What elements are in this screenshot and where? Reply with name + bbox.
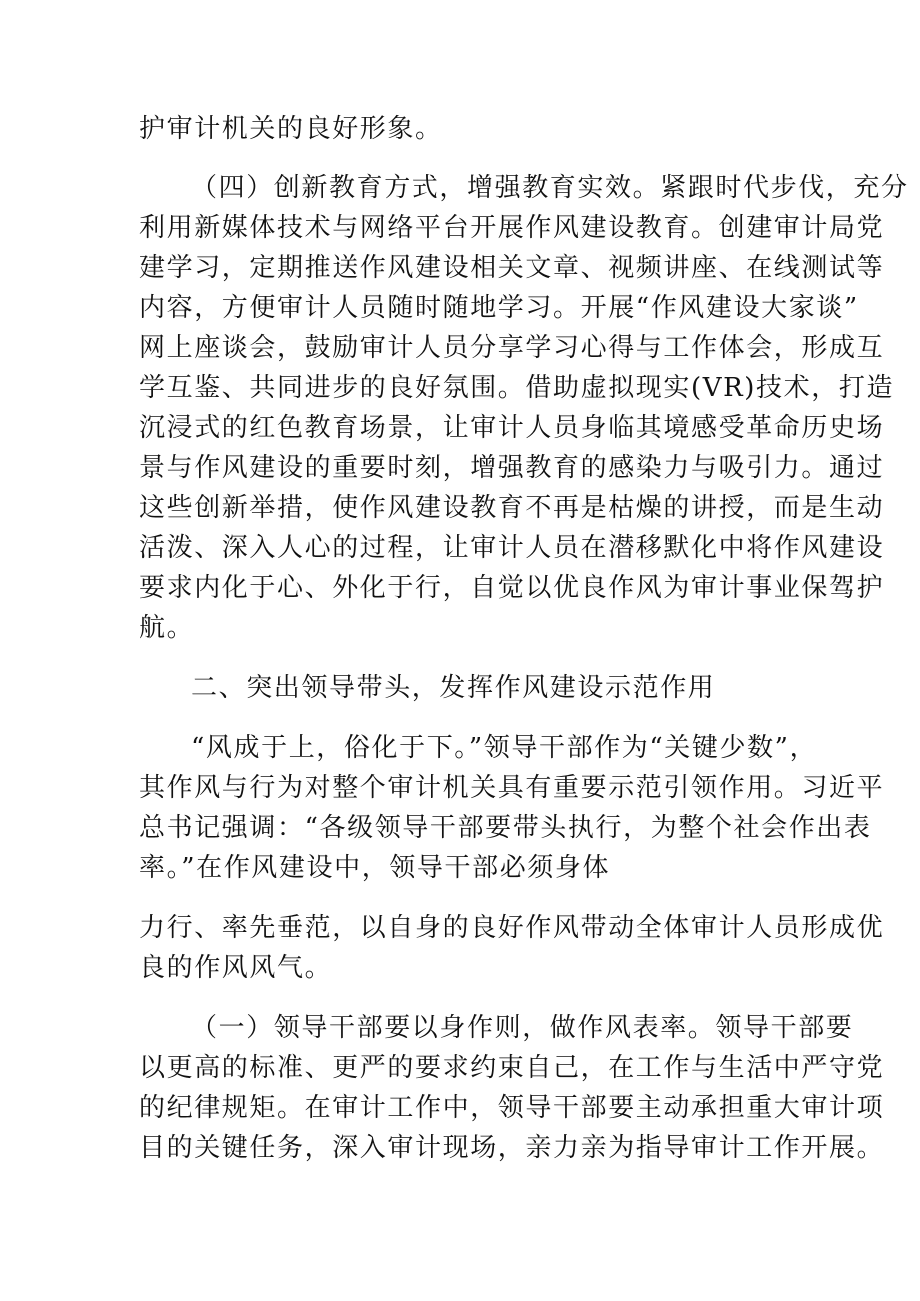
text-line: “风成于上，俗化于下。”领导干部作为“关键少数”，	[191, 733, 818, 763]
text-line: 的纪律规矩。在审计工作中，领导干部要主动承担重大审计项	[139, 1093, 885, 1123]
text-line: 要求内化于心、外化于行，自觉以优良作风为审计事业保驾护	[139, 573, 885, 603]
text-line: 目的关键任务，深入审计现场，亲力亲为指导审计工作开展。	[139, 1133, 885, 1163]
text-line: 活泼、深入人心的过程，让审计人员在潜移默化中将作风建设	[139, 533, 885, 563]
text-line: 网上座谈会，鼓励审计人员分享学习心得与工作体会，形成互	[139, 333, 885, 363]
text-line: 护审计机关的良好形象。	[139, 114, 443, 144]
text-line: （四）创新教育方式，增强教育实效。紧跟时代步伐，充分	[191, 173, 909, 203]
text-line: 这些创新举措，使作风建设教育不再是枯燥的讲授，而是生动	[139, 493, 885, 523]
text-line: 率。”在作风建设中，领导干部必须身体	[139, 853, 611, 883]
section-heading: 二、突出领导带头，发挥作风建设示范作用	[191, 673, 716, 703]
text-line: 良的作风风气。	[139, 953, 333, 983]
text-line: 利用新媒体技术与网络平台开展作风建设教育。创建审计局党	[139, 213, 885, 243]
text-line: 总书记强调：“各级领导干部要带头执行，为整个社会作出表	[139, 813, 872, 843]
text-line: 内容，方便审计人员随时随地学习。开展“作风建设大家谈”	[139, 293, 859, 323]
text-line: 沉浸式的红色教育场景，让审计人员身临其境感受革命历史场	[139, 413, 885, 443]
text-line: 学互鉴、共同进步的良好氛围。借助虚拟现实(VR)技术，打造	[139, 373, 895, 403]
text-line: 景与作风建设的重要时刻，增强教育的感染力与吸引力。通过	[139, 453, 885, 483]
text-line: （一）领导干部要以身作则，做作风表率。领导干部要	[191, 1013, 854, 1043]
text-line: 建学习，定期推送作风建设相关文章、视频讲座、在线测试等	[139, 253, 885, 283]
text-line: 其作风与行为对整个审计机关具有重要示范引领作用。习近平	[139, 773, 885, 803]
text-line: 航。	[139, 613, 195, 643]
text-line: 力行、率先垂范，以自身的良好作风带动全体审计人员形成优	[139, 913, 885, 943]
text-line: 以更高的标准、更严的要求约束自己，在工作与生活中严守党	[139, 1053, 885, 1083]
